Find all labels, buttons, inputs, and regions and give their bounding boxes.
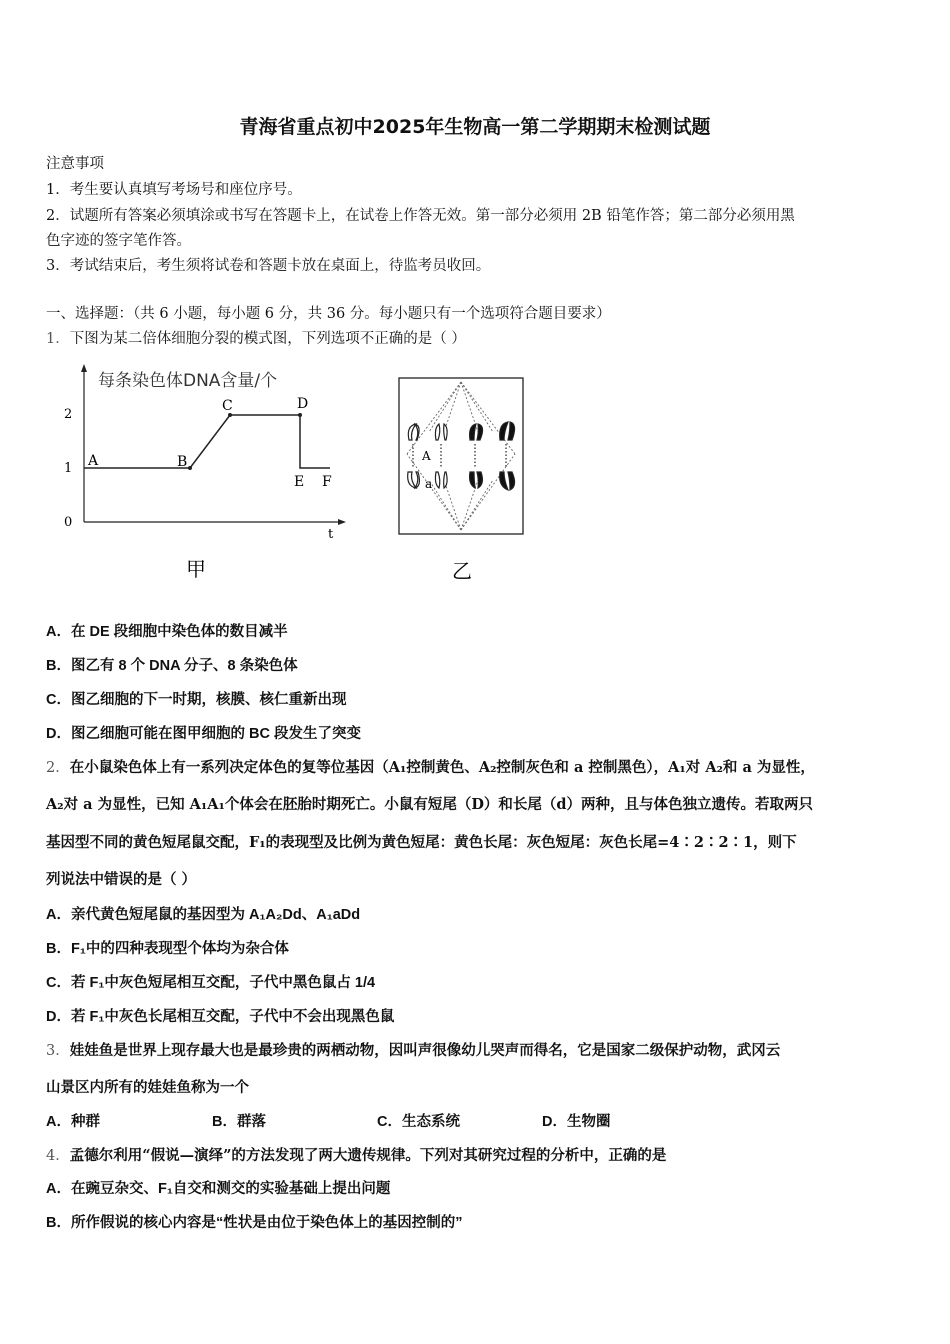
- q2-option-d[interactable]: [46, 1005, 394, 1026]
- option-text: 若 F₁中灰色短尾相互交配，子代中黑色鼠占 1/4: [70, 975, 376, 991]
- option-text: 所作假说的核心内容是“性状是由位于染色体上的基因控制的”: [70, 1215, 463, 1231]
- q3-option-c[interactable]: [377, 1110, 460, 1131]
- q3-option-b[interactable]: [212, 1110, 266, 1131]
- notice-item: 2．试题所有答案必须填涂或书写在答题卡上，在试卷上作答无效。第一部分必须用 2B 铅笔作答；第二部分必须用黑: [46, 208, 795, 224]
- option-text: F₁中的四种表现型个体均为杂合体: [70, 941, 289, 957]
- question-2-stem-line: 列说法中错误的是（ ）: [46, 871, 197, 888]
- option-key: D．: [46, 1009, 71, 1025]
- option-key: C．: [46, 975, 71, 991]
- question-2-stem-line: A₂对 a 为显性，已知 A₁A₁个体会在胚胎时期死亡。小鼠有短尾（D）和长尾（d）两种，且与体色独立遗传。若取两只: [46, 796, 814, 813]
- yi-caption: 乙: [452, 559, 472, 583]
- jia-caption: 甲: [186, 557, 206, 581]
- question-number: 4．: [46, 1148, 70, 1164]
- option-text: 图乙细胞可能在图甲细胞的 BC 段发生了突变: [70, 726, 361, 742]
- question-text: 下图为某二倍体细胞分裂的模式图，下列选项不正确的是（ ）: [69, 331, 466, 347]
- option-key: C．: [46, 692, 71, 708]
- option-text: 群落: [236, 1114, 266, 1130]
- q2-option-b[interactable]: [46, 937, 289, 958]
- q3-option-a[interactable]: [46, 1110, 100, 1131]
- point-b-label: B: [177, 454, 188, 470]
- page-title: 青海省重点初中2025年生物高一第二学期期末检测试题: [239, 116, 711, 138]
- point-c-label: C: [222, 398, 233, 414]
- option-key: B．: [46, 941, 71, 957]
- jia-ytick-0: 0: [64, 515, 73, 530]
- jia-ytick-2: 2: [64, 407, 73, 422]
- q4-option-b[interactable]: [46, 1211, 462, 1232]
- q2-option-c[interactable]: [46, 971, 375, 992]
- q1-option-a[interactable]: [46, 620, 288, 641]
- option-key: C．: [377, 1114, 402, 1130]
- question-2-stem-line: [46, 756, 815, 777]
- option-key: B．: [212, 1114, 237, 1130]
- point-a-label: A: [88, 453, 99, 469]
- option-key: A．: [46, 1114, 71, 1130]
- q1-option-b[interactable]: [46, 654, 298, 675]
- jia-dna-line: [84, 415, 330, 468]
- notice-item: 3．考试结束后，考生须将试卷和答题卡放在桌面上，待监考员收回。: [46, 258, 491, 274]
- option-key: A．: [46, 907, 71, 923]
- option-text: 种群: [70, 1114, 100, 1130]
- option-key: D．: [46, 726, 71, 742]
- jia-ytick-1: 1: [64, 461, 73, 476]
- q3-option-d[interactable]: [542, 1110, 610, 1131]
- notice-heading: 注意事项: [46, 156, 104, 172]
- question-2-stem-line: 基因型不同的黄色短尾鼠交配，F₁的表现型及比例为黄色短尾：黄色长尾：灰色短尾：灰色长尾=4∶2∶2∶1，则下: [46, 834, 797, 851]
- question-3-stem-line: 山景区内所有的娃娃鱼称为一个: [46, 1079, 249, 1096]
- cell-yi: [399, 378, 523, 583]
- point-e-label: E: [294, 474, 305, 490]
- allele-a-lower-label: a: [425, 477, 433, 491]
- question-text: 娃娃鱼是世界上现存最大也是最珍贵的两栖动物，因叫声很像幼儿哭声而得名，它是国家二级保护动物，武冈云: [69, 1042, 781, 1059]
- q2-option-a[interactable]: [46, 903, 360, 924]
- question-4-stem: [46, 1144, 666, 1165]
- option-key: B．: [46, 1215, 71, 1231]
- option-text: 在豌豆杂交、F₁自交和测交的实验基础上提出问题: [70, 1181, 391, 1197]
- section-heading: 一、选择题：（共 6 小题，每小题 6 分，共 36 分。每小题只有一个选项符合题目要求）: [46, 306, 611, 322]
- question-number: 2．: [46, 760, 70, 776]
- option-text: 若 F₁中灰色长尾相互交配，子代中不会出现黑色鼠: [70, 1009, 395, 1025]
- notice-item: 1．考生要认真填写考场号和座位序号。: [46, 182, 302, 198]
- cell-division-figure: [60, 362, 540, 587]
- option-text: 亲代黄色短尾鼠的基因型为 A₁A₂Dd、A₁aDd: [70, 907, 361, 923]
- option-key: A．: [46, 1181, 71, 1197]
- question-text: 在小鼠染色体上有一系列决定体色的复等位基因（A₁控制黄色、A₂控制灰色和 a 控制黑色），A₁对 A₂和 a 为显性，: [69, 759, 815, 776]
- notice-item: 色字迹的签字笔作答。: [46, 233, 191, 249]
- jia-ylabel: 每条染色体DNA含量/个: [98, 371, 278, 391]
- option-text: 生物圈: [566, 1114, 611, 1130]
- q4-option-a[interactable]: [46, 1177, 390, 1198]
- option-key: B．: [46, 658, 71, 674]
- q1-option-d[interactable]: [46, 722, 361, 743]
- option-text: 图乙有 8 个 DNA 分子、8 条染色体: [70, 658, 298, 674]
- point-f-label: F: [322, 474, 332, 490]
- q1-option-c[interactable]: [46, 688, 346, 709]
- option-key: D．: [542, 1114, 567, 1130]
- question-text: 孟德尔利用“假说—演绎”的方法发现了两大遗传规律。下列对其研究过程的分析中，正确的是: [69, 1147, 667, 1164]
- graph-jia: [64, 364, 346, 581]
- option-text: 图乙细胞的下一时期，核膜、核仁重新出现: [70, 692, 347, 708]
- option-text: 在 DE 段细胞中染色体的数目减半: [70, 624, 288, 640]
- question-1-stem: [46, 327, 466, 348]
- option-key: A．: [46, 624, 71, 640]
- option-text: 生态系统: [401, 1114, 460, 1130]
- jia-xlabel: t: [328, 527, 334, 542]
- question-number: 1．: [46, 331, 70, 347]
- question-3-stem-line: [46, 1039, 780, 1060]
- point-d-label: D: [297, 396, 309, 412]
- allele-a-upper-label: A: [422, 449, 431, 463]
- question-number: 3．: [46, 1043, 70, 1059]
